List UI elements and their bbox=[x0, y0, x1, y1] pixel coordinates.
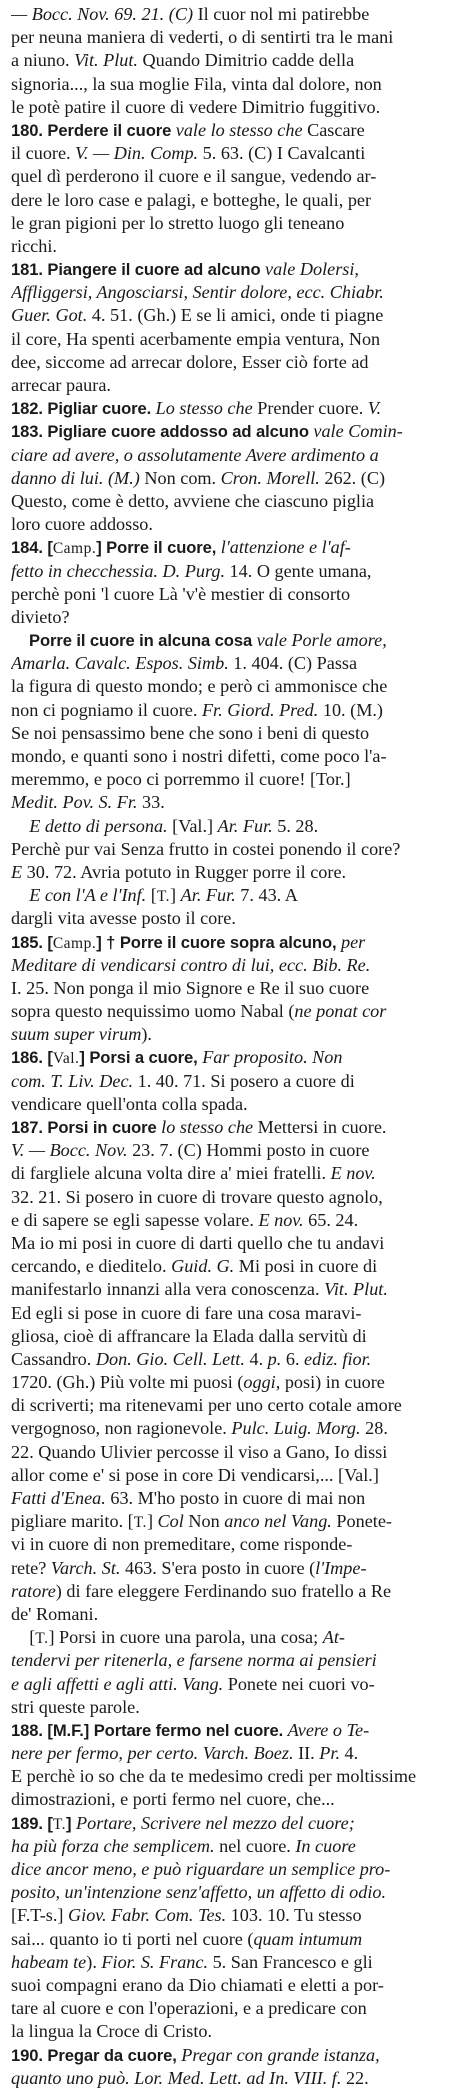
text-line bbox=[11, 1812, 466, 1835]
text-run: [F.T-s.] bbox=[11, 1905, 68, 1926]
text-line bbox=[11, 1394, 466, 1417]
text-line bbox=[11, 1951, 466, 1974]
text-run: pigliare marito. [ bbox=[11, 1511, 134, 1532]
text-run: l'Impe- bbox=[315, 1557, 367, 1578]
text-run: II. bbox=[293, 1743, 320, 1764]
text-run: sai... quanto io ti porti nel cuore ( bbox=[11, 1928, 254, 1949]
text-run: Guer. Got. bbox=[11, 305, 88, 326]
text-run: per neuna maniera di vederti, o di sentirti tra le mani bbox=[11, 27, 394, 48]
text-line bbox=[11, 1000, 466, 1023]
text-line bbox=[11, 907, 466, 930]
text-run: 1720. (Gh.) Più volte mi puosi ( bbox=[11, 1372, 244, 1393]
text-line bbox=[11, 1139, 466, 1162]
text-run: Avere o Te- bbox=[287, 1719, 370, 1740]
text-run: a niuno. bbox=[11, 50, 75, 71]
text-run: 4. bbox=[244, 1348, 268, 1369]
text-run: dere le loro case e palagi, e botteghe, le quali, per bbox=[11, 189, 372, 210]
text-run: ediz. fior. bbox=[304, 1348, 372, 1369]
text-run: 190. Pregar da cuore, bbox=[11, 2045, 182, 2065]
text-run: dargli vita avesse posto il core. bbox=[11, 908, 236, 929]
text-run: ne ponat cor bbox=[294, 1001, 387, 1022]
text-run: Ar. Fur. bbox=[180, 885, 236, 906]
text-line bbox=[11, 189, 466, 212]
text-run: Pregar con grande istanza, bbox=[181, 2044, 380, 2065]
text-run: Fatti d'Enea. bbox=[11, 1488, 106, 1508]
text-run: habeam te bbox=[11, 1951, 87, 1972]
text-run: e di sapere se egli sapesse volare. bbox=[11, 1209, 259, 1230]
text-run: 33. bbox=[137, 792, 165, 813]
text-line bbox=[11, 1881, 466, 1904]
text-run: p. bbox=[267, 1348, 282, 1369]
text-line bbox=[11, 1278, 466, 1301]
text-line bbox=[11, 838, 466, 861]
text-run: ] bbox=[170, 885, 181, 906]
text-line bbox=[11, 1371, 466, 1394]
text-run: Pr. bbox=[319, 1743, 340, 1764]
text-run: 1. 404. (C) Passa bbox=[228, 653, 358, 674]
text-run: 22. Quando Ulivier percosse il viso a Gano, Io dissi bbox=[11, 1441, 388, 1462]
text-run: 10. (M.) bbox=[318, 699, 383, 720]
text-run: di scriverti; ma ritenevami per uno certo cotale amore bbox=[11, 1395, 402, 1416]
text-run: tare al cuore e con l'operazioni, e a predicare con bbox=[11, 1998, 367, 2019]
text-run: In cuore bbox=[295, 1835, 356, 1856]
text-run: Ponete nei cuori vo- bbox=[223, 1673, 375, 1694]
text-run: V. — Din. Comp. bbox=[75, 143, 199, 164]
text-line bbox=[11, 583, 466, 606]
text-line bbox=[11, 560, 466, 583]
text-line bbox=[11, 1093, 466, 1116]
text-run: V. bbox=[367, 398, 382, 419]
text-run: nel cuore. bbox=[214, 1835, 296, 1856]
text-run: Col bbox=[157, 1511, 184, 1532]
text-line bbox=[11, 328, 466, 351]
text-line bbox=[11, 1997, 466, 2020]
text-line bbox=[11, 2044, 466, 2067]
text-run: quanto uno può. Lor. Med. Lett. ad In. VIII. f. bbox=[11, 2067, 342, 2088]
text-run: ciare ad avere, o assolutamente Avere ardimento a bbox=[11, 444, 379, 465]
text-run: ] Porsi a cuore, bbox=[79, 1048, 203, 1068]
text-line bbox=[11, 490, 466, 513]
text-line bbox=[11, 374, 466, 397]
text-run: nere per fermo, per certo. Varch. Boez. bbox=[11, 1743, 294, 1764]
text-run: le potè patire il cuore di vedere Dimitrio fuggitivo. bbox=[11, 96, 381, 117]
text-run: 463. S'era posto in cuore ( bbox=[120, 1557, 316, 1578]
text-run: il cuore. bbox=[11, 143, 76, 164]
text-run: E nov. bbox=[330, 1163, 376, 1184]
text-line bbox=[11, 1557, 466, 1580]
text-run: cercando, e dieditelo. bbox=[11, 1256, 172, 1277]
text-run: 5. 28. bbox=[272, 815, 319, 836]
text-run: vi in cuore di non premeditare, come risponde- bbox=[11, 1534, 353, 1555]
text-line bbox=[11, 699, 466, 722]
text-line bbox=[11, 142, 466, 165]
text-line bbox=[11, 1255, 466, 1278]
text-line bbox=[11, 2020, 466, 2043]
text-run: 63. M'ho posto in cuore di mai non bbox=[105, 1488, 366, 1508]
text-run: Varch. St. bbox=[50, 1557, 121, 1578]
text-run: 1. 40. 71. Si posero a cuore di bbox=[133, 1070, 355, 1091]
text-line bbox=[11, 675, 466, 698]
text-run: manifestarlo innanzi alla vera conoscenza. bbox=[11, 1279, 325, 1300]
text-line bbox=[11, 3, 466, 26]
text-run: E bbox=[11, 861, 23, 882]
text-run: fetto in checchessia. D. Purg. bbox=[11, 560, 225, 581]
text-run: ] Porsi in cuore una parola, una cosa; bbox=[48, 1627, 323, 1648]
text-line bbox=[11, 165, 466, 188]
text-line bbox=[11, 1046, 466, 1069]
text-run: perchè poni 'l cuore Là 'v'è mestier di consorto bbox=[11, 583, 351, 604]
text-run: posito, un'intenzione senz'affetto, un affetto di odio. bbox=[11, 1882, 387, 1903]
text-run: sopra questo nequissimo uomo Nabal ( bbox=[11, 1001, 295, 1022]
text-run: 32. 21. Si posero in cuore di trovare questo agnolo, bbox=[11, 1186, 383, 1207]
text-run: mondo, e quanti sono i nostri difetti, come poco l'a- bbox=[11, 746, 387, 766]
text-run: ). bbox=[141, 1024, 152, 1045]
text-line bbox=[11, 1904, 466, 1927]
text-run: Cascare bbox=[302, 119, 365, 140]
text-run: Vit. Plut. bbox=[74, 50, 138, 71]
text-line bbox=[11, 49, 466, 72]
text-run: Mi posi in cuore di bbox=[234, 1256, 378, 1277]
text-run: tendervi per ritenerla, e farsene norma ai pensieri bbox=[11, 1650, 377, 1671]
text-run: Don. Gio. Cell. Lett. bbox=[95, 1348, 245, 1369]
text-run: Non bbox=[183, 1511, 225, 1532]
text-run: Porre il cuore in alcuna cosa bbox=[11, 631, 257, 651]
text-line bbox=[11, 444, 466, 467]
text-line bbox=[11, 1835, 466, 1858]
text-run: dee, siccome ad arrecar dolore, Esser ciò forte ad bbox=[11, 351, 369, 372]
text-run: oggi bbox=[243, 1372, 276, 1393]
text-run: lo stesso che bbox=[161, 1117, 254, 1137]
text-run: ] bbox=[146, 1511, 158, 1532]
text-line bbox=[11, 1603, 466, 1626]
text-run: 14. O gente umana, bbox=[225, 560, 372, 581]
text-run: suum super virum bbox=[11, 1024, 142, 1045]
text-line bbox=[11, 536, 466, 559]
text-run: Guid. G. bbox=[171, 1256, 235, 1277]
text-line bbox=[11, 1162, 466, 1185]
text-run: — Bocc. Nov. 69. 21. (C) bbox=[11, 4, 198, 24]
text-run: 262. (C) bbox=[319, 467, 386, 488]
text-run: 5. 63. (C) I Cavalcanti bbox=[198, 143, 366, 164]
text-line bbox=[11, 73, 466, 96]
text-line bbox=[11, 513, 466, 536]
text-run: Camp. bbox=[52, 934, 97, 952]
text-run: ] Porre il cuore, bbox=[96, 538, 221, 558]
text-line bbox=[11, 96, 466, 119]
text-run: [Val.] bbox=[167, 815, 218, 836]
text-run: ] † Porre il cuore sopra alcuno, bbox=[96, 932, 342, 952]
text-line bbox=[11, 652, 466, 675]
text-run: ] bbox=[66, 1813, 76, 1833]
text-line bbox=[11, 2067, 466, 2090]
text-run: 183. Pigliare cuore addosso ad alcuno bbox=[11, 422, 314, 442]
text-line bbox=[11, 745, 466, 768]
text-run: vale Comin- bbox=[313, 421, 403, 442]
text-line bbox=[11, 1696, 466, 1719]
text-line bbox=[11, 1742, 466, 1765]
text-run: Cron. Morell. bbox=[220, 467, 320, 488]
text-run: le gran pigioni per lo stretto luogo gli teneano bbox=[11, 212, 345, 233]
text-line bbox=[11, 1533, 466, 1556]
text-run: per bbox=[341, 931, 366, 952]
text-line bbox=[11, 304, 466, 327]
text-line bbox=[11, 1441, 466, 1464]
text-line bbox=[11, 1417, 466, 1440]
text-run: l'attenzione e l'af- bbox=[220, 537, 351, 558]
text-line bbox=[11, 1348, 466, 1371]
text-run: dimostrazioni, e porti fermo nel cuore, che... bbox=[11, 1789, 335, 1810]
text-run: Mettersi in cuore. bbox=[253, 1117, 387, 1137]
text-line bbox=[11, 119, 466, 142]
text-line bbox=[11, 861, 466, 884]
text-line bbox=[11, 1510, 466, 1533]
text-run: E perchè io so che da te medesimo credi per moltissime bbox=[11, 1766, 417, 1787]
text-line bbox=[11, 1487, 466, 1510]
text-line bbox=[11, 1209, 466, 1232]
text-run: la lingua la Croce di Cristo. bbox=[11, 2021, 213, 2042]
text-line bbox=[11, 420, 466, 443]
text-run: T. bbox=[133, 1514, 147, 1532]
text-line bbox=[11, 1186, 466, 1209]
text-run: Ma io mi posi in cuore di darti quello che tu andavi bbox=[11, 1232, 385, 1253]
text-run: E con l'A e l'Inf. bbox=[11, 885, 147, 906]
text-line bbox=[11, 629, 466, 652]
text-run: arrecar paura. bbox=[11, 375, 111, 395]
text-run: di fargliele alcuna volta dire a' miei fratelli. bbox=[11, 1163, 331, 1184]
text-run: divieto? bbox=[11, 606, 70, 627]
text-run: [ bbox=[146, 885, 157, 906]
text-run: Val. bbox=[52, 1050, 80, 1068]
text-run: 189. [ bbox=[11, 1813, 53, 1833]
text-run: vale lo stesso che bbox=[175, 119, 303, 140]
text-run: Quando Dimitrio cadde della bbox=[137, 50, 355, 71]
text-line bbox=[11, 884, 466, 907]
text-run: Giov. Fabr. Com. Tes. bbox=[68, 1905, 227, 1926]
text-run: 23. 7. (C) Hommi posto in cuore bbox=[127, 1140, 370, 1161]
text-line bbox=[11, 606, 466, 629]
text-run: quel dì perderono il cuore e il sangue, vedendo ar- bbox=[11, 166, 377, 187]
text-run: non ci pogniamo il cuore. bbox=[11, 699, 202, 720]
text-line bbox=[11, 977, 466, 1000]
text-line bbox=[11, 467, 466, 490]
text-run: suoi compagni erano da Dio chiamati e eletti a por- bbox=[11, 1974, 384, 1995]
text-line bbox=[11, 954, 466, 977]
text-run: 185. [ bbox=[11, 932, 53, 952]
text-run: ) di fare eleggere Ferdinando suo fratello a Re bbox=[55, 1580, 392, 1601]
text-run: T. bbox=[52, 1815, 67, 1833]
text-run: E nov. bbox=[258, 1209, 304, 1230]
text-run: Il cuor nol mi patirebbe bbox=[197, 4, 370, 24]
text-run: Meditare di vendicarsi contro di lui, ecc. Bib. Re. bbox=[11, 954, 371, 975]
text-run: Ponete- bbox=[331, 1511, 392, 1532]
text-run: 5. San Francesco e gli bbox=[208, 1951, 373, 1972]
text-line bbox=[11, 1626, 466, 1649]
text-line bbox=[11, 1023, 466, 1046]
text-line bbox=[11, 791, 466, 814]
text-run: 4. 51. (Gh.) E se li amici, onde ti piagne bbox=[87, 305, 384, 326]
text-run: Se noi pensassimo bene che sono i beni di questo bbox=[11, 722, 370, 743]
text-line bbox=[11, 1719, 466, 1742]
text-line bbox=[11, 397, 466, 420]
text-line bbox=[11, 258, 466, 281]
text-run: Perchè pur vai Senza frutto in costei ponendo il core? bbox=[11, 838, 401, 859]
text-run: 6. bbox=[281, 1348, 305, 1369]
text-run: , posi) in cuore bbox=[275, 1372, 385, 1393]
text-run: 181. Piangere il cuore ad alcuno bbox=[11, 260, 266, 280]
text-line bbox=[11, 235, 466, 258]
text-run: signoria..., la sua moglie Fila, vinta dal dolore, non bbox=[11, 73, 382, 94]
text-line bbox=[11, 1788, 466, 1811]
text-run: Ar. Fur. bbox=[217, 815, 273, 836]
text-line bbox=[11, 1232, 466, 1255]
text-line bbox=[11, 1070, 466, 1093]
text-run: rete? bbox=[11, 1557, 51, 1578]
text-run: Portare, Scrivere nel mezzo del cuore; bbox=[75, 1812, 355, 1833]
text-run: allor come e' si pose in core Di vendicarsi,... [Val.] bbox=[11, 1464, 379, 1485]
text-run: 4. bbox=[340, 1743, 359, 1764]
text-run: ratore bbox=[11, 1580, 56, 1601]
text-run: quam intumum bbox=[253, 1928, 363, 1949]
text-line bbox=[11, 1464, 466, 1487]
text-line bbox=[11, 815, 466, 838]
text-run: il core, Ha spenti acerbamente empia ventura, Non bbox=[11, 328, 381, 349]
text-run: Non com. bbox=[139, 467, 221, 488]
text-line bbox=[11, 722, 466, 745]
text-run: meremmo, e poco ci porremmo il cuore! [Tor.] bbox=[11, 769, 351, 790]
text-line bbox=[11, 281, 466, 304]
text-run: com. T. Liv. Dec. bbox=[11, 1070, 134, 1091]
text-run: Medit. Pov. S. Fr. bbox=[11, 792, 138, 813]
text-run: E detto di persona. bbox=[11, 815, 168, 836]
text-run: de' Romani. bbox=[11, 1603, 99, 1624]
text-line bbox=[11, 931, 466, 954]
text-run: 186. [ bbox=[11, 1048, 53, 1068]
text-run: dice ancor meno, e può riguardare un semplice pro- bbox=[11, 1859, 391, 1879]
text-run: 28. bbox=[360, 1418, 388, 1439]
text-run: 65. 24. bbox=[303, 1209, 359, 1230]
text-run: 184. [ bbox=[11, 538, 53, 558]
text-line bbox=[11, 212, 466, 235]
text-run: stri queste parole. bbox=[11, 1696, 140, 1717]
text-run: T. bbox=[156, 888, 171, 906]
text-run: 7. 43. A bbox=[235, 885, 298, 906]
text-run: e agli affetti e agli atti. Vang. bbox=[11, 1673, 224, 1694]
text-run: Ed egli si pose in cuore di fare una cosa maravi- bbox=[11, 1302, 362, 1323]
text-run: 188. [M.F.] Portare fermo nel cuore. bbox=[11, 1720, 288, 1740]
text-line bbox=[11, 1765, 466, 1788]
text-line bbox=[11, 1302, 466, 1325]
text-run: Fr. Giord. Pred. bbox=[201, 699, 319, 720]
text-run: V. — Bocc. Nov. bbox=[11, 1140, 128, 1161]
text-run: Camp. bbox=[52, 540, 97, 558]
text-run: loro cuore addosso. bbox=[11, 514, 153, 535]
text-run: danno di lui. (M.) bbox=[11, 467, 140, 488]
text-line bbox=[11, 1580, 466, 1603]
text-run: Amarla. Cavalc. Espos. Simb. bbox=[11, 653, 229, 674]
text-run: I. 25. Non ponga il mio Signore e Re il suo cuore bbox=[11, 977, 370, 998]
text-run: ha più forza che semplicem. bbox=[11, 1835, 215, 1856]
text-run: T. bbox=[35, 1630, 49, 1648]
text-run: ). bbox=[86, 1951, 102, 1972]
text-run: vale Porle amore, bbox=[256, 630, 387, 651]
text-run: 22. bbox=[341, 2067, 369, 2088]
text-run: Pulc. Luig. Morg. bbox=[231, 1418, 361, 1439]
text-line bbox=[11, 1858, 466, 1881]
text-run: 182. Pigliar cuore. bbox=[11, 399, 156, 419]
text-run: 103. 10. Tu stesso bbox=[226, 1905, 362, 1926]
text-run: Cassandro. bbox=[11, 1348, 96, 1369]
text-line bbox=[11, 1116, 466, 1139]
text-run: Vit. Plut. bbox=[324, 1279, 388, 1300]
text-run: 187. Porsi in cuore bbox=[11, 1118, 162, 1137]
text-run: ricchi. bbox=[11, 235, 57, 256]
text-run: Affliggersi, Angosciarsi, Sentir dolore, ecc. Chiabr. bbox=[11, 282, 384, 303]
text-run: anco nel Vang. bbox=[224, 1511, 332, 1532]
text-line bbox=[11, 1325, 466, 1348]
text-run: Questo, come è detto, avviene che ciascuno piglia bbox=[11, 490, 375, 511]
text-run: vale Dolersi, bbox=[265, 259, 359, 280]
text-line bbox=[11, 1928, 466, 1951]
text-run: vergognoso, non ragionevole. bbox=[11, 1418, 232, 1439]
text-run: Lo stesso che bbox=[155, 398, 253, 419]
text-line bbox=[11, 1649, 466, 1672]
text-line bbox=[11, 1974, 466, 1997]
text-line bbox=[11, 351, 466, 374]
text-run: Prender cuore. bbox=[252, 398, 368, 419]
text-run: 30. 72. Avria potuto in Rugger porre il core. bbox=[22, 861, 347, 882]
text-run: At- bbox=[322, 1627, 345, 1648]
text-run: Far proposito. Non bbox=[202, 1047, 343, 1068]
text-run: Fior. S. Franc. bbox=[101, 1951, 209, 1972]
text-run: [ bbox=[11, 1627, 36, 1648]
text-line bbox=[11, 26, 466, 49]
text-run: la figura di questo mondo; e però ci ammonisce che bbox=[11, 676, 388, 697]
text-line bbox=[11, 1673, 466, 1696]
text-run: vendicare quell'onta colla spada. bbox=[11, 1093, 248, 1114]
text-run: gliosa, cioè di affrancare la Elada dalla servitù di bbox=[11, 1325, 367, 1346]
text-line bbox=[11, 768, 466, 791]
text-run: 180. Perdere il cuore bbox=[11, 120, 176, 140]
